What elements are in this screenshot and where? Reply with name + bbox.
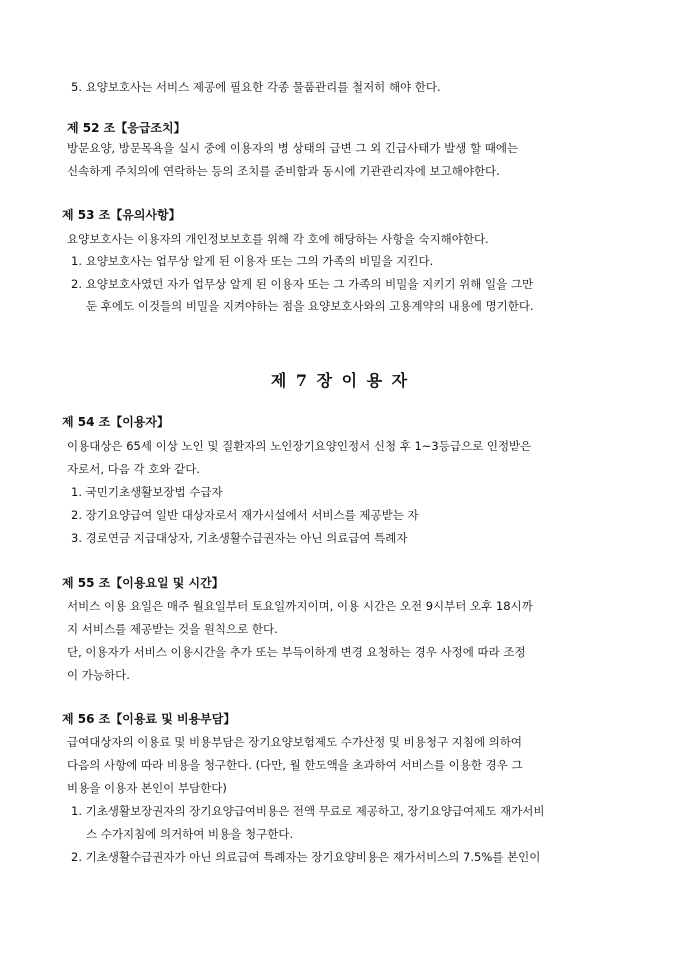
list-item: 3. 경로연금 지급대상자, 기초생활수급권자는 아닌 의료급여 특례자	[71, 531, 408, 545]
list-item-continuation: 스 수가지침에 의거하여 비용을 청구한다.	[86, 827, 294, 841]
list-item-continuation: 둔 후에도 이것들의 비밀을 지켜야하는 점을 요양보호사와의 고용계약의 내용에 명기한다.	[86, 299, 534, 313]
list-item: 1. 국민기초생활보장법 수급자	[71, 485, 223, 499]
article-heading-56: 제 56 조【이용료 및 비용부담】	[62, 712, 236, 726]
chapter-title: 제 7 장 이 용 자	[270, 371, 410, 390]
paragraph-line: 자로서, 다음 각 호와 같다.	[67, 462, 201, 476]
list-item: 1. 기초생활보장권자의 장기요양급여비용은 전액 무료로 제공하고, 장기요양급여제도 재가서비	[71, 804, 545, 818]
paragraph-line: 비용을 이용자 본인이 부담한다)	[67, 781, 227, 795]
paragraph-line: 지 서비스를 제공받는 것을 원칙으로 한다.	[67, 622, 278, 636]
paragraph-line: 급여대상자의 이용료 및 비용부담은 장기요양보험제도 수가산정 및 비용청구 지침에 의하여	[67, 735, 523, 749]
list-item: 1. 요양보호사는 업무상 알게 된 이용자 또는 그의 가족의 비밀을 지킨다.	[71, 254, 434, 268]
article-heading-55: 제 55 조【이용요일 및 시간】	[62, 576, 224, 590]
article-heading-52: 제 52 조【응급조치】	[67, 121, 186, 135]
article-heading-53: 제 53 조【유의사항】	[62, 208, 181, 222]
paragraph-line: 이 가능하다.	[67, 668, 130, 682]
paragraph-line: 다음의 사항에 따라 비용을 청구한다. (다만, 월 한도액을 초과하여 서비스를 이용한 경우 그	[67, 758, 523, 772]
paragraph-line: 단, 이용자가 서비스 이용시간을 추가 또는 부득이하게 변경 요청하는 경우 사정에 따라 조정	[67, 645, 526, 659]
list-item: 2. 기초생활수급권자가 아닌 의료급여 특례자는 장기요양비용은 재가서비스의 7.5%를 본인이	[71, 850, 541, 864]
article-heading-54: 제 54 조【이용자】	[62, 415, 170, 429]
paragraph-line: 방문요양, 방문목욕을 실시 중에 이용자의 병 상태의 급변 그 외 긴급사태가 발생 할 때에는	[67, 141, 519, 155]
paragraph-line: 신속하게 주치의에 연락하는 등의 조치를 준비함과 동시에 기관관리자에 보고해야한다.	[67, 164, 500, 178]
paragraph-line: 이용대상은 65세 이상 노인 및 질환자의 노인장기요양인정서 신청 후 1~3등급으로 인정받은	[67, 439, 532, 453]
list-item: 2. 요양보호사였던 자가 업무상 알게 된 이용자 또는 그 가족의 비밀을 지키기 위해 일을 그만	[71, 277, 534, 291]
paragraph-line: 서비스 이용 요일은 매주 월요일부터 토요일까지이며, 이용 시간은 오전 9시부터 오후 18시까	[67, 599, 533, 613]
list-item: 5. 요양보호사는 서비스 제공에 필요한 각종 물품관리를 철저히 해야 한다.	[71, 80, 441, 94]
paragraph-line: 요양보호사는 이용자의 개인정보보호를 위해 각 호에 해당하는 사항을 숙지해야한다.	[67, 232, 489, 246]
list-item: 2. 장기요양급여 일반 대상자로서 재가시설에서 서비스를 제공받는 자	[71, 508, 419, 522]
